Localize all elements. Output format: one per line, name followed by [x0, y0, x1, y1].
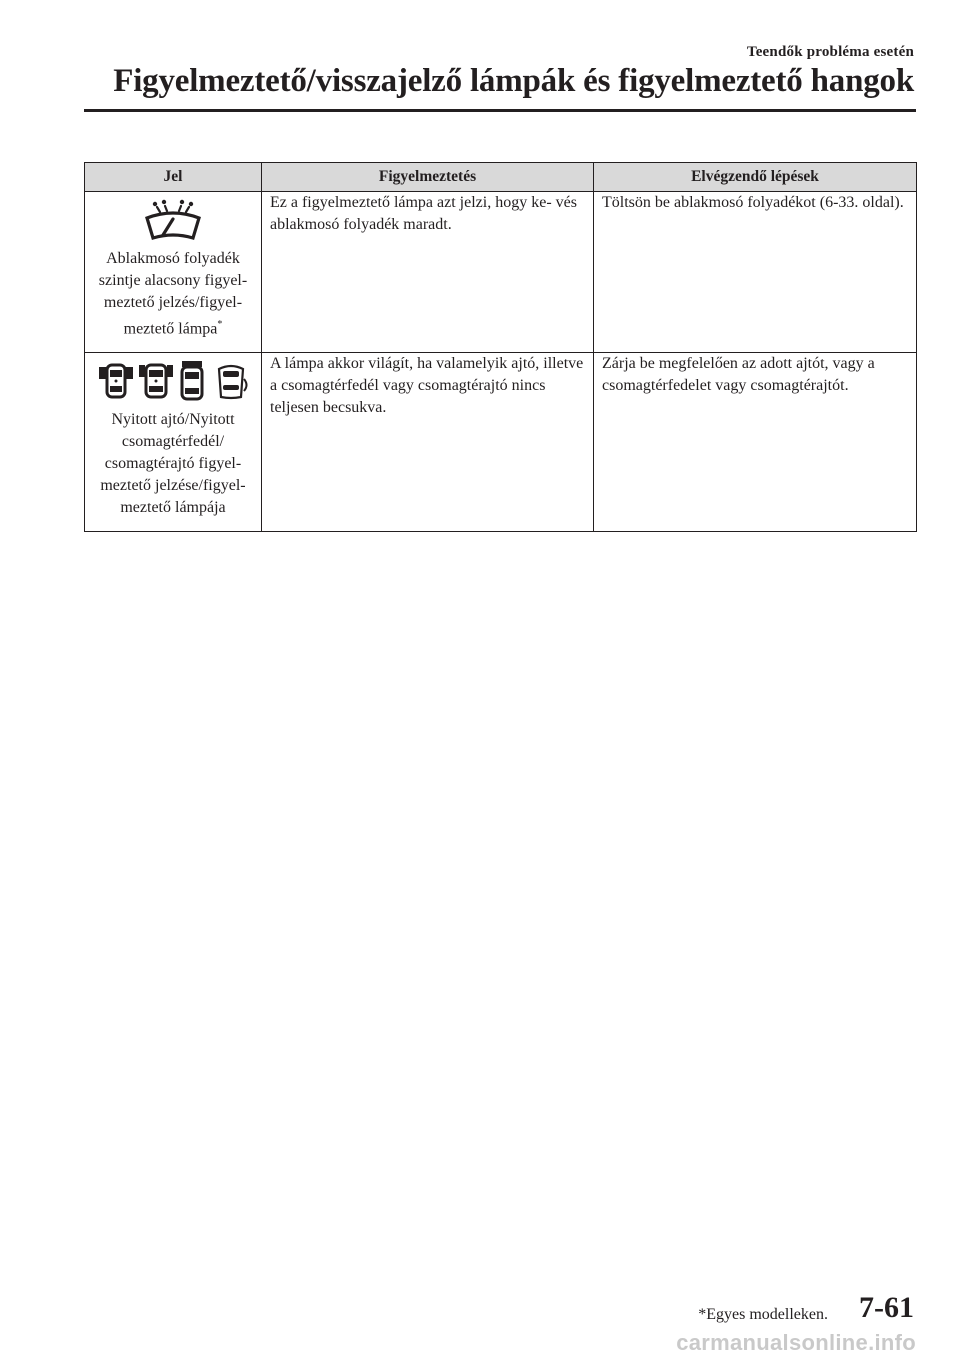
page-title: Figyelmeztető/visszajelző lámpák és figyelmeztető hangok	[113, 63, 914, 99]
liftgate-open-icon	[211, 359, 251, 403]
symbol-cell	[85, 353, 262, 532]
washer-fluid-icon	[141, 198, 205, 242]
warning-lamp-table	[84, 162, 917, 532]
door-open-front-icon	[95, 359, 137, 403]
symbol-label: Ablakmosó folyadék szintje alacsony figyel- meztető jelzés/figyel- meztető lámpa*	[98, 250, 248, 338]
title-rule	[84, 109, 916, 112]
table-row	[85, 353, 917, 532]
table-header-row	[85, 163, 917, 192]
section-title: Teendők probléma esetén	[746, 44, 914, 60]
column-header-warning: Figyelmeztetés	[262, 163, 594, 192]
column-header-action: Elvégzendő lépések	[594, 163, 917, 192]
action-cell: Töltsön be ablakmosó folyadékot (6-33. oldal).	[594, 192, 917, 353]
trunk-open-icon	[175, 359, 209, 403]
symbol-label: Nyitott ajtó/Nyitott csomagtérfedél/ csomagtérajtó figyel- meztető jelzése/figyel- meztető lámpája	[100, 411, 246, 516]
door-open-rear-icon	[139, 359, 173, 403]
warning-cell: Ez a figyelmeztető lámpa azt jelzi, hogy ke- vés ablakmosó folyadék maradt.	[262, 192, 594, 353]
footnote: *Egyes modelleken.	[698, 1306, 828, 1323]
action-cell: Zárja be megfelelően az adott ajtót, vagy a csomagtérfedelet vagy csomagtérajtót.	[594, 353, 917, 532]
page-number: 7-61	[859, 1291, 914, 1324]
door-open-icons	[91, 359, 255, 403]
column-header-symbol: Jel	[85, 163, 262, 192]
model-footnote-mark: *	[217, 319, 223, 330]
watermark: carmanualsonline.info	[676, 1330, 916, 1355]
symbol-cell	[85, 192, 262, 353]
table-row	[85, 192, 917, 353]
warning-cell: A lámpa akkor világít, ha valamelyik ajtó, illetve a csomagtérfedél vagy csomagtérajtó nincs teljesen becsukva.	[262, 353, 594, 532]
